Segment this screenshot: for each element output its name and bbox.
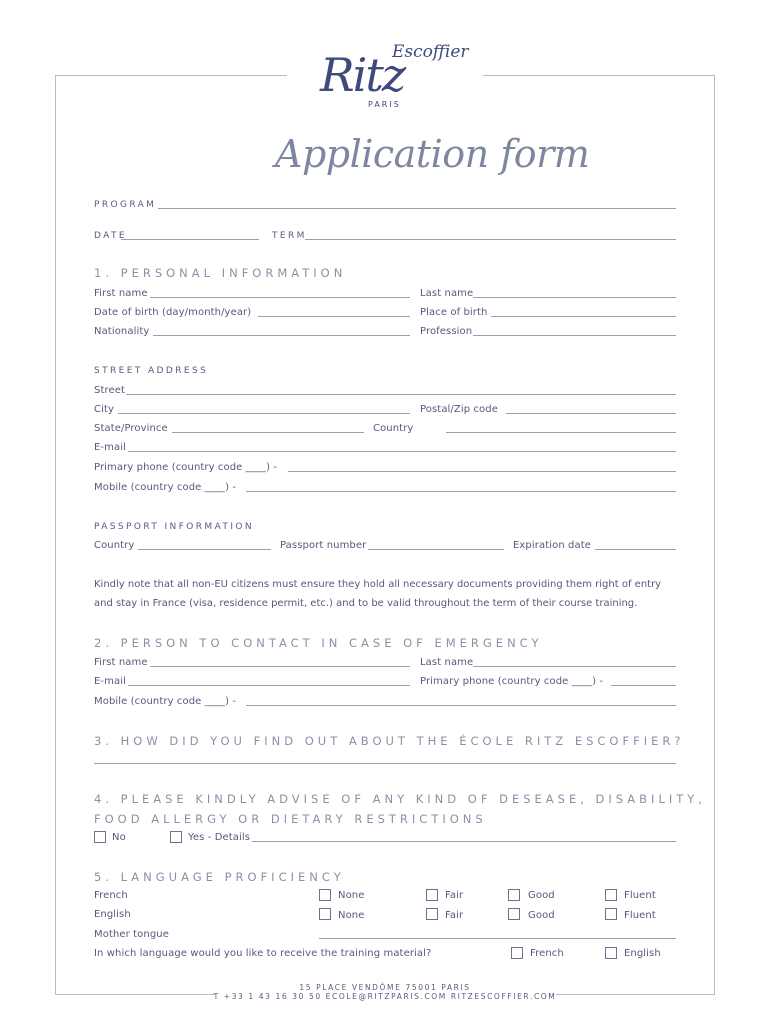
postal-label: Postal/Zip code (420, 404, 498, 415)
frame-top-right (483, 75, 715, 76)
language-english-label: English (94, 909, 131, 920)
passport-number-label: Passport number (280, 540, 367, 551)
nationality-field[interactable] (153, 335, 410, 336)
english-good-checkbox[interactable] (508, 908, 520, 920)
section-emergency-heading: 2. PERSON TO CONTACT IN CASE OF EMERGENCY (94, 636, 543, 650)
emergency-mobile-field[interactable] (246, 705, 676, 706)
city-field[interactable] (118, 413, 410, 414)
page-title: Application form (275, 132, 590, 176)
emergency-mobile-label: Mobile (country code ____) - (94, 696, 237, 707)
country-field[interactable] (446, 432, 676, 433)
english-fair-label: Fair (445, 910, 464, 921)
passport-country-label: Country (94, 540, 135, 551)
mother-tongue-field[interactable] (319, 938, 676, 939)
english-none-label: None (338, 910, 365, 921)
section-health-heading-line2: FOOD ALLERGY OR DIETARY RESTRICTIONS (94, 812, 487, 826)
program-field[interactable] (158, 208, 676, 209)
nationality-label: Nationality (94, 326, 150, 337)
first-name-label: First name (94, 288, 148, 299)
english-none-checkbox[interactable] (319, 908, 331, 920)
last-name-field[interactable] (473, 297, 676, 298)
passport-heading: PASSPORT INFORMATION (94, 522, 254, 532)
state-field[interactable] (172, 432, 364, 433)
french-good-label: Good (528, 890, 555, 901)
email-field[interactable] (128, 451, 676, 452)
section-language-heading: 5. LANGUAGE PROFICIENCY (94, 870, 345, 884)
emergency-email-label: E-mail (94, 676, 126, 687)
emergency-first-name-field[interactable] (150, 666, 410, 667)
french-fluent-checkbox[interactable] (605, 889, 617, 901)
emergency-primary-phone-label: Primary phone (country code ____) - (420, 676, 604, 687)
material-english-label: English (624, 948, 661, 959)
section-found-out-heading: 3. HOW DID YOU FIND OUT ABOUT THE ÉCOLE RITZ ESCOFFIER? (94, 734, 685, 748)
mother-tongue-label: Mother tongue (94, 929, 169, 940)
health-yes-label: Yes - Details (188, 832, 251, 843)
logo-brand: Ritz (320, 48, 405, 102)
material-french-label: French (530, 948, 564, 959)
health-no-checkbox[interactable] (94, 831, 106, 843)
passport-country-field[interactable] (138, 549, 271, 550)
logo-city: PARIS (368, 100, 401, 109)
date-field[interactable] (121, 239, 259, 240)
mobile-field[interactable] (246, 491, 676, 492)
section-health-heading-line1: 4. PLEASE KINDLY ADVISE OF ANY KIND OF DESEASE, DISABILITY, (94, 792, 706, 806)
address-heading: STREET ADDRESS (94, 366, 209, 376)
visa-note-line2: and stay in France (visa, residence permit, etc.) and to be valid throughout the term of their course training. (94, 598, 638, 609)
language-french-label: French (94, 890, 128, 901)
term-field[interactable] (305, 239, 676, 240)
profession-label: Profession (420, 326, 473, 337)
place-of-birth-field[interactable] (491, 316, 676, 317)
english-fluent-label: Fluent (624, 910, 656, 921)
frame-top-left (55, 75, 287, 76)
visa-note-line1: Kindly note that all non-EU citizens must ensure they hold all necessary documents providing them right of entry (94, 579, 662, 590)
emergency-last-name-label: Last name (420, 657, 474, 668)
emergency-primary-phone-field[interactable] (611, 685, 676, 686)
passport-number-field[interactable] (368, 549, 504, 550)
emergency-first-name-label: First name (94, 657, 148, 668)
country-label: Country (373, 423, 414, 434)
city-label: City (94, 404, 114, 415)
expiration-label: Expiration date (513, 540, 591, 551)
expiration-field[interactable] (595, 549, 676, 550)
street-label: Street (94, 385, 125, 396)
french-none-checkbox[interactable] (319, 889, 331, 901)
health-details-field[interactable] (252, 841, 676, 842)
material-question-label: In which language would you like to receive the training material? (94, 948, 432, 959)
french-fair-checkbox[interactable] (426, 889, 438, 901)
logo (300, 38, 480, 113)
logo-script: Escoffier (392, 42, 469, 62)
primary-phone-field[interactable] (288, 471, 676, 472)
found-out-field[interactable] (94, 763, 676, 764)
section-personal-heading: 1. PERSONAL INFORMATION (94, 266, 347, 280)
french-good-checkbox[interactable] (508, 889, 520, 901)
footer-contact: T +33 1 43 16 30 50 ECOLE@RITZPARIS.COM RITZESCOFFIER.COM (213, 992, 557, 1001)
health-yes-checkbox[interactable] (170, 831, 182, 843)
english-fair-checkbox[interactable] (426, 908, 438, 920)
place-of-birth-label: Place of birth (420, 307, 488, 318)
dob-label: Date of birth (day/month/year) (94, 307, 252, 318)
english-good-label: Good (528, 910, 555, 921)
state-label: State/Province (94, 423, 168, 434)
program-label: PROGRAM (94, 200, 157, 210)
frame-left (55, 75, 56, 995)
mobile-label: Mobile (country code ____) - (94, 482, 237, 493)
first-name-field[interactable] (150, 297, 410, 298)
last-name-label: Last name (420, 288, 474, 299)
french-none-label: None (338, 890, 365, 901)
street-field[interactable] (126, 394, 676, 395)
dob-field[interactable] (258, 316, 410, 317)
material-english-checkbox[interactable] (605, 947, 617, 959)
email-label: E-mail (94, 442, 126, 453)
english-fluent-checkbox[interactable] (605, 908, 617, 920)
french-fluent-label: Fluent (624, 890, 656, 901)
term-label: TERM (272, 231, 307, 241)
date-label: DATE (94, 231, 128, 241)
frame-right (714, 75, 715, 995)
postal-field[interactable] (506, 413, 676, 414)
profession-field[interactable] (473, 335, 676, 336)
health-no-label: No (112, 832, 126, 843)
french-fair-label: Fair (445, 890, 464, 901)
emergency-last-name-field[interactable] (473, 666, 676, 667)
emergency-email-field[interactable] (128, 685, 410, 686)
material-french-checkbox[interactable] (511, 947, 523, 959)
footer-address: 15 PLACE VENDÔME 75001 PARIS (299, 983, 471, 992)
primary-phone-label: Primary phone (country code ____) - (94, 462, 278, 473)
